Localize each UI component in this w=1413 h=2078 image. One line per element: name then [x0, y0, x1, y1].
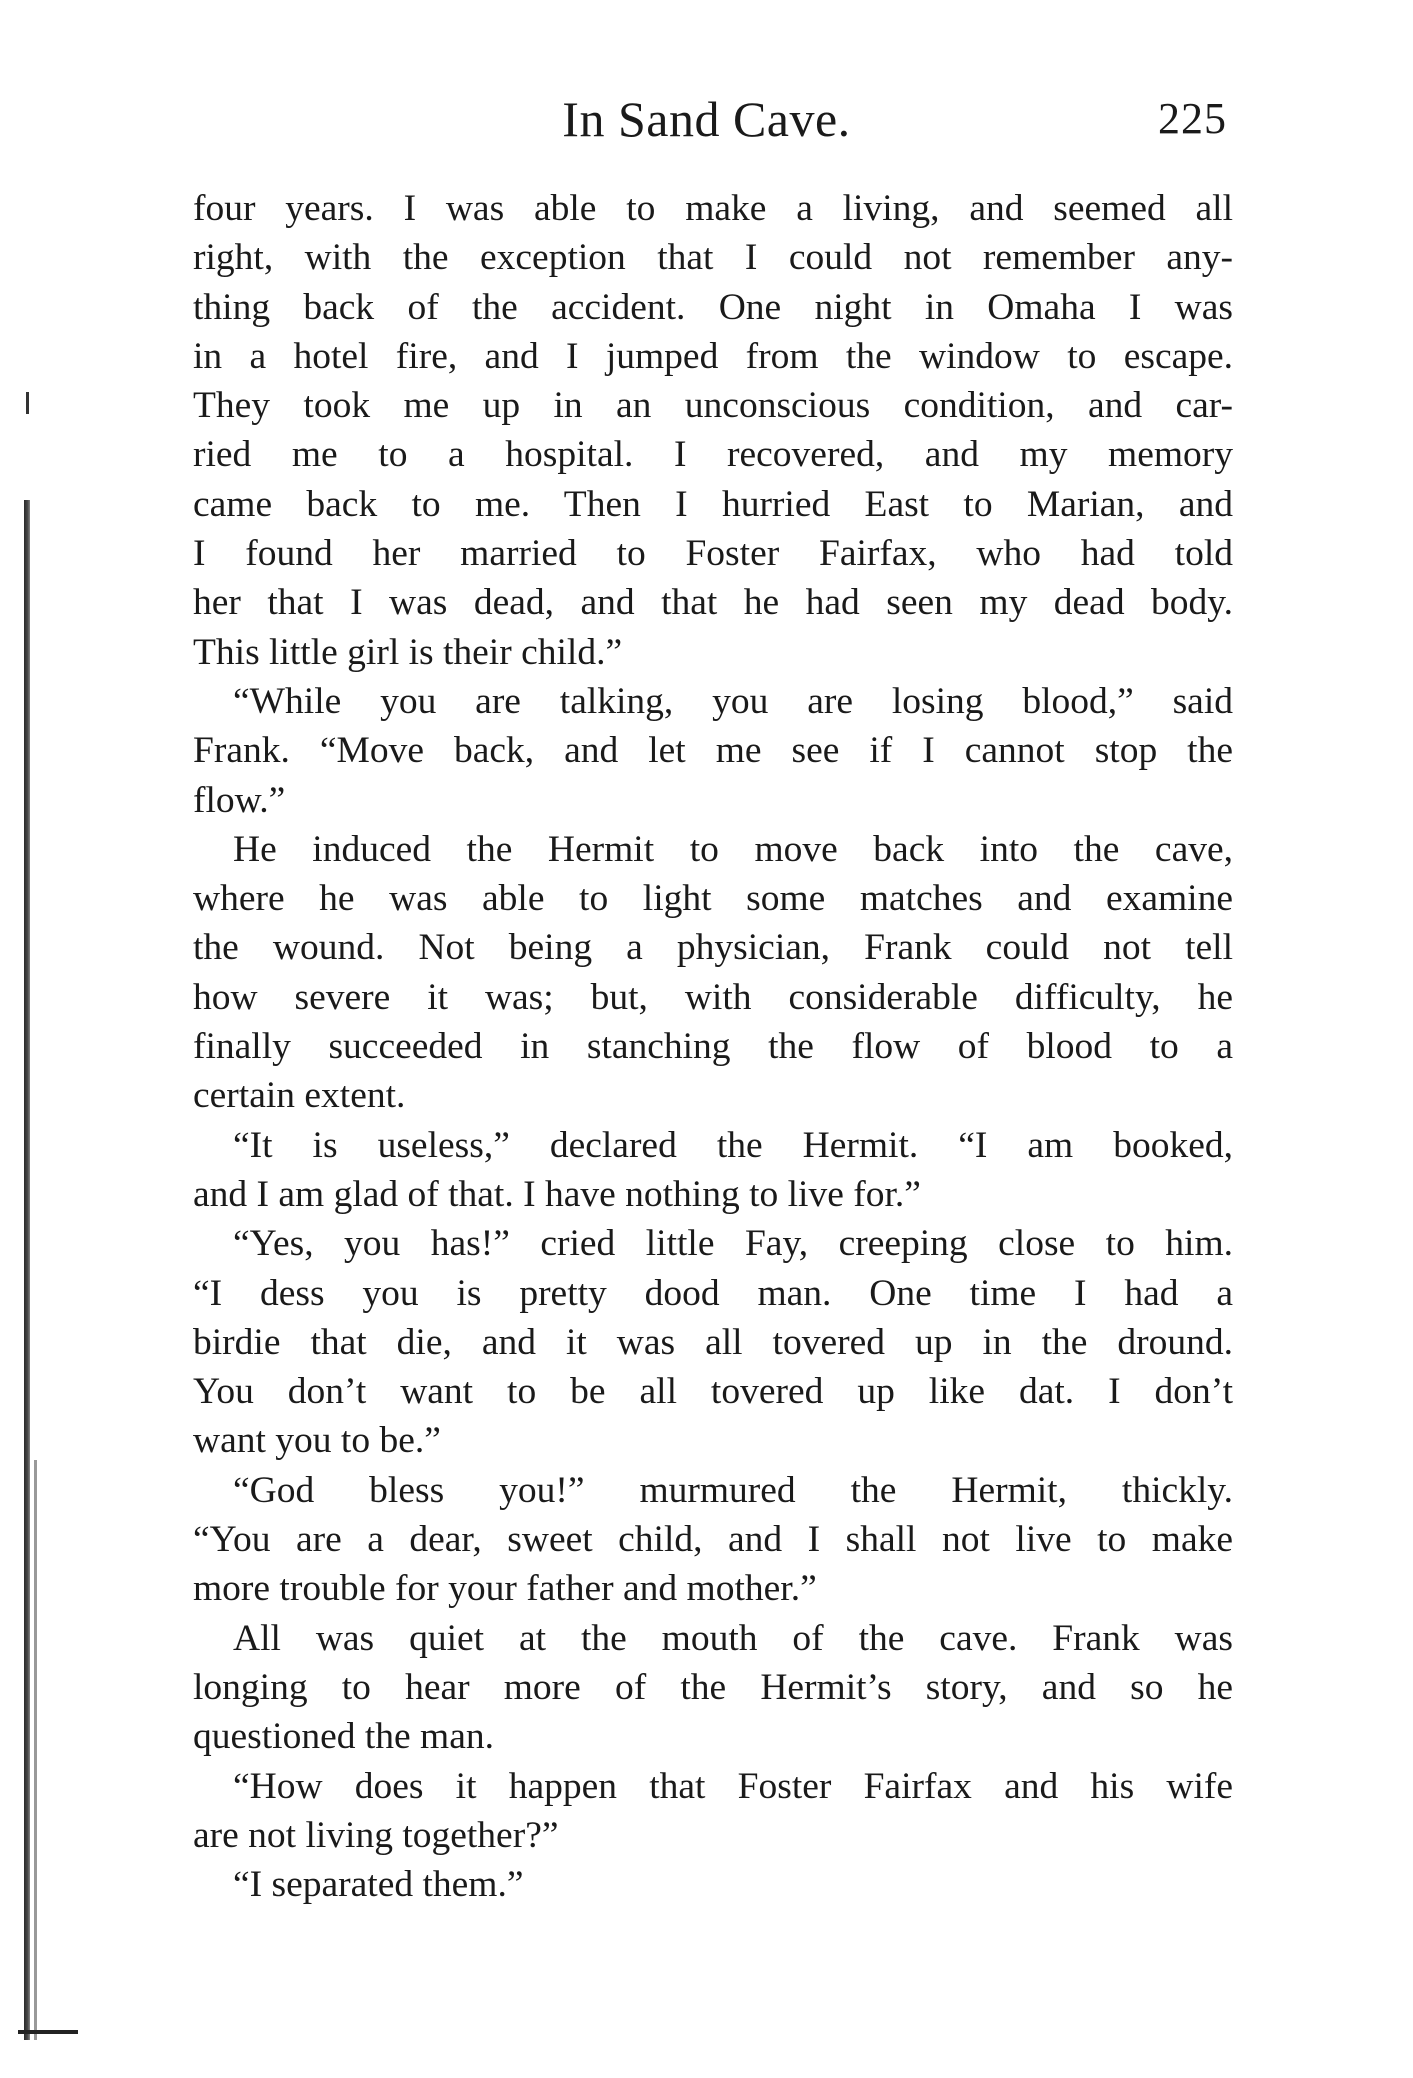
text-line: how severe it was; but, with considerable difficulty, he [193, 976, 1233, 1018]
text-line: All was quiet at the mouth of the cave. Frank was [233, 1617, 1233, 1659]
text-line: more trouble for your father and mother.” [193, 1568, 817, 1610]
text-line: birdie that die, and it was all tovered up in the dround. [193, 1321, 1233, 1363]
text-line: He induced the Hermit to move back into the cave, [233, 828, 1233, 870]
text-line: are not living together?” [193, 1814, 559, 1856]
text-line: They took me up in an unconscious condition, and car- [193, 385, 1233, 427]
text-line: and I am glad of that. I have nothing to live for.” [193, 1173, 921, 1215]
text-line: thing back of the accident. One night in Omaha I was [193, 286, 1233, 328]
text-line: in a hotel fire, and I jumped from the window to escape. [193, 335, 1233, 377]
text-line: “God bless you!” murmured the Hermit, thickly. [233, 1469, 1233, 1511]
text-line: “It is useless,” declared the Hermit. “I am booked, [233, 1124, 1233, 1166]
text-line: right, with the exception that I could not remember any- [193, 237, 1233, 279]
text-line: flow.” [193, 779, 286, 821]
text-line: want you to be.” [193, 1420, 441, 1462]
binding-edge-foot [18, 2030, 78, 2034]
text-line: ried me to a hospital. I recovered, and my memory [193, 434, 1233, 476]
text-line: came back to me. Then I hurried East to Marian, and [193, 483, 1233, 525]
binding-edge-shadow [24, 500, 30, 2040]
text-line: the wound. Not being a physician, Frank could not tell [193, 927, 1233, 969]
running-title: In Sand Cave. [562, 91, 851, 147]
binding-edge-texture [34, 1460, 37, 2040]
page-number: 225 [1158, 94, 1227, 143]
text-line: I found her married to Foster Fairfax, who had told [193, 533, 1233, 575]
running-head [0, 84, 1413, 154]
text-line: “I separated them.” [233, 1864, 524, 1906]
text-line: where he was able to light some matches and examine [193, 878, 1233, 920]
text-line: This little girl is their child.” [193, 631, 623, 673]
text-line: “Yes, you has!” cried little Fay, creeping close to him. [233, 1223, 1233, 1265]
text-line: Frank. “Move back, and let me see if I cannot stop the [193, 730, 1233, 772]
text-line: “How does it happen that Foster Fairfax and his wife [233, 1765, 1233, 1807]
page-speck [26, 392, 29, 414]
text-line: “While you are talking, you are losing blood,” said [233, 680, 1233, 722]
text-line: her that I was dead, and that he had seen my dead body. [193, 582, 1233, 624]
text-line: certain extent. [193, 1075, 406, 1117]
text-line: questioned the man. [193, 1716, 494, 1758]
text-line: “I dess you is pretty dood man. One time I had a [193, 1272, 1233, 1314]
text-line: four years. I was able to make a living, and seemed all [193, 188, 1233, 229]
text-line: “You are a dear, sweet child, and I shall not live to make [193, 1519, 1233, 1561]
text-line: longing to hear more of the Hermit’s story, and so he [193, 1666, 1233, 1708]
text-line: You don’t want to be all tovered up like dat. I don’t [193, 1371, 1233, 1413]
body-text [193, 184, 1233, 1909]
text-line: finally succeeded in stanching the flow of blood to a [193, 1026, 1233, 1068]
